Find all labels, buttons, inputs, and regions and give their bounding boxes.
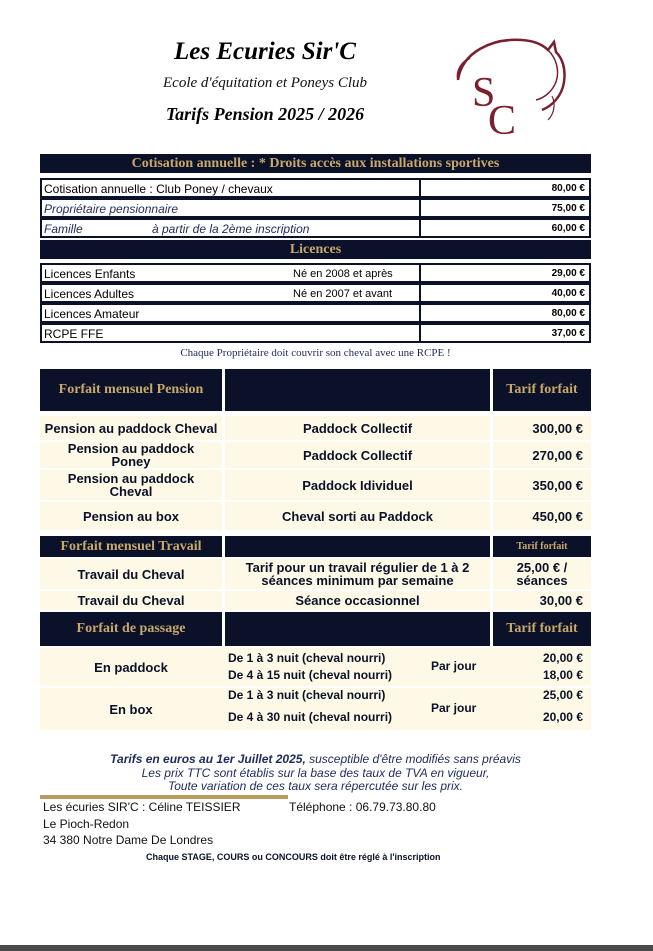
licence-row: [40, 323, 591, 343]
horse-logo-icon: [452, 34, 570, 140]
row-label: Licences Amateur: [44, 307, 140, 321]
row-label: Licences Adultes: [44, 287, 135, 301]
row-price: 75,00 €: [551, 203, 585, 214]
pension-price-heading: Tarif forfait: [493, 369, 591, 411]
pension-heading-blank: [225, 369, 490, 411]
row-price: 60,00 €: [551, 223, 585, 234]
row-label: RCPE FFE: [44, 327, 104, 341]
pension-label: Pension au paddock Cheval: [40, 470, 222, 500]
address-line-2: 34 380 Notre Dame De Londres: [43, 833, 214, 847]
passage-price-heading: Tarif forfait: [493, 612, 591, 646]
page-title: Les Ecuries Sir'C: [174, 38, 356, 65]
pension-type: Paddock Idividuel: [225, 470, 490, 500]
travail-price-heading: Tarif forfait: [493, 536, 591, 557]
licence-row: [40, 303, 591, 323]
pension-type: Paddock Collectif: [225, 442, 490, 468]
row-price: 37,00 €: [551, 328, 585, 339]
stage-note: Chaque STAGE, COURS ou CONCOURS doit être réglé à l'inscription: [146, 852, 441, 862]
cotisation-row: [40, 198, 591, 218]
rcpe-note: Chaque Propriétaire doit couvrir son cheval avec une RCPE !: [180, 347, 451, 359]
cotisation-heading: Cotisation annuelle : * Droits accès aux installations sportives: [40, 154, 591, 173]
row-label: Propriétaire pensionnaire: [44, 202, 179, 216]
tarif-note: [40, 752, 591, 766]
row-price: 40,00 €: [551, 288, 585, 299]
licence-row: [40, 283, 591, 303]
tva-note: Les prix TTC sont établis sur la base des taux de TVA en vigueur,: [141, 766, 490, 780]
passage-line1: De 1 à 3 nuit (cheval nourri): [228, 688, 386, 702]
pension-type: Paddock Collectif: [225, 416, 490, 440]
travail-price: 30,00 €: [493, 591, 591, 610]
svg-text:C: C: [488, 98, 517, 140]
row-middle: Né en 2008 et après: [293, 268, 393, 280]
pension-price: 270,00 €: [493, 442, 591, 468]
tarifs-title: Tarifs Pension 2025 / 2026: [165, 104, 365, 124]
passage-per: Par jour: [431, 701, 477, 715]
row-middle: à partir de la 2ème inscription: [152, 222, 310, 236]
passage-price1: 20,00 €: [542, 651, 583, 665]
travail-price: 25,00 € / séances: [493, 559, 591, 589]
passage-line2: De 4 à 30 nuit (cheval nourri): [228, 710, 393, 724]
travail-label: Travail du Cheval: [40, 559, 222, 589]
contact-phone: Téléphone : 06.79.73.80.80: [289, 800, 436, 814]
travail-type: Séance occasionnel: [225, 591, 490, 610]
pension-price: 300,00 €: [493, 416, 591, 440]
pension-label: Pension au paddock Cheval: [40, 416, 222, 440]
travail-label: Travail du Cheval: [40, 591, 222, 610]
page-subtitle: Ecole d'équitation et Poneys Club: [163, 75, 367, 91]
licence-row: [40, 263, 591, 283]
passage-price2: 18,00 €: [542, 668, 583, 682]
pension-price: 450,00 €: [493, 502, 591, 530]
row-price: 80,00 €: [551, 308, 585, 319]
licences-heading: Licences: [40, 240, 591, 259]
row-label: Cotisation annuelle : Club Poney / chevaux: [44, 182, 273, 196]
passage-heading: Forfait de passage: [40, 612, 222, 646]
tarif-note-rest: susceptible d'être modifiés sans préavis: [305, 752, 521, 766]
row-label: Famille: [44, 222, 83, 236]
passage-line1: De 1 à 3 nuit (cheval nourri): [228, 651, 386, 665]
tva-note-2: Toute variation de ces taux sera répercutée sur les prix.: [167, 779, 464, 793]
passage-price2: 20,00 €: [542, 710, 583, 724]
cotisation-row: [40, 178, 591, 198]
passage-price1: 25,00 €: [542, 688, 583, 702]
pension-heading: Forfait mensuel Pension: [40, 369, 222, 411]
contact-name: Les écuries SIR'C : Céline TEISSIER: [43, 800, 241, 814]
address-line-1: Le Pioch-Redon: [43, 817, 130, 831]
travail-heading-blank: [225, 536, 490, 557]
passage-label: En paddock: [94, 659, 168, 675]
row-label: Licences Enfants: [44, 267, 136, 281]
divider: [40, 795, 288, 799]
passage-heading-blank: [225, 612, 490, 646]
passage-per: Par jour: [431, 659, 477, 673]
travail-type: Tarif pour un travail régulier de 1 à 2 séances minimum par semaine: [225, 559, 490, 589]
passage-label: En box: [109, 701, 153, 717]
pension-label: Pension au box: [40, 502, 222, 530]
row-price: 80,00 €: [551, 183, 585, 194]
row-price: 29,00 €: [551, 268, 585, 279]
tarif-note-bold: Tarifs en euros au 1er Juillet 2025,: [110, 752, 306, 766]
pension-type: Cheval sorti au Paddock: [225, 502, 490, 530]
pension-price: 350,00 €: [493, 470, 591, 500]
pension-label: Pension au paddock Poney: [40, 442, 222, 468]
travail-heading: Forfait mensuel Travail: [40, 536, 222, 557]
bottom-border: [0, 945, 653, 951]
passage-line2: De 4 à 15 nuit (cheval nourri): [228, 668, 393, 682]
svg-text:S: S: [472, 70, 496, 116]
row-middle: Né en 2007 et avant: [293, 288, 393, 300]
cotisation-row: [40, 218, 591, 238]
